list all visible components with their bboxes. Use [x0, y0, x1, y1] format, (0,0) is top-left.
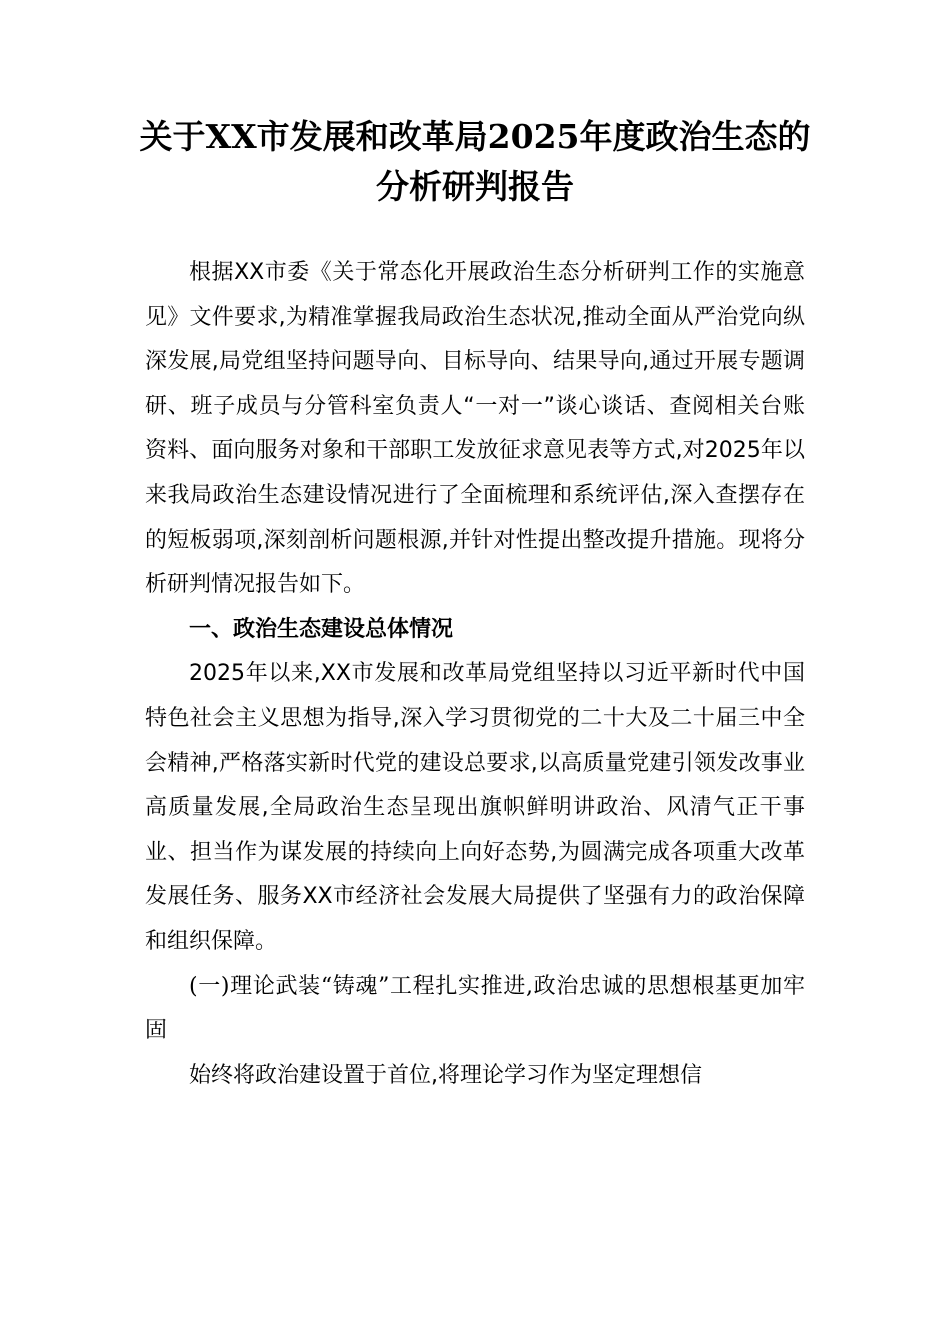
- intro-paragraph: 根据XX市委《关于常态化开展政治生态分析研判工作的实施意见》文件要求,为精准掌握我局政治生态状况,推动全面从严治党向纵深发展,局党组坚持问题导向、目标导向、结果导向,通过开展专题调研、班子成员与分管科室负责人“一对一”谈心谈话、查阅相关台账资料、面向服务对象和干部职工发放征求意见表等方式,对2025年以来我局政治生态建设情况进行了全面梳理和系统评估,深入查摆存在的短板弱项,深刻剖析问题根源,并针对性提出整改提升措施。现将分析研判情况报告如下。: [145, 260, 805, 598]
- document-title: 关于XX市发展和改革局2025年度政治生态的分析研判报告: [139, 117, 811, 206]
- document-body: [145, 251, 805, 1098]
- overview-paragraph: 2025年以来,XX市发展和改革局党组坚持以习近平新时代中国特色社会主义思想为指导,深入学习贯彻党的二十大及二十届三中全会精神,严格落实新时代党的建设总要求,以高质量党建引领发改事业高质量发展,全局政治生态呈现出旗帜鲜明讲政治、风清气正干事业、担当作为谋发展的持续向上向好态势,为圆满完成各项重大改革发展任务、服务XX市经济社会发展大局提供了坚强有力的政治保障和组织保障。: [145, 661, 805, 954]
- subsection-heading-1: (一)理论武装“铸魂”工程扎实推进,政治忠诚的思想根基更加牢固: [145, 973, 805, 1044]
- subsection-paragraph: 始终将政治建设置于首位,将理论学习作为坚定理想信: [189, 1062, 702, 1088]
- section-heading-1: 一、政治生态建设总体情况: [189, 616, 454, 642]
